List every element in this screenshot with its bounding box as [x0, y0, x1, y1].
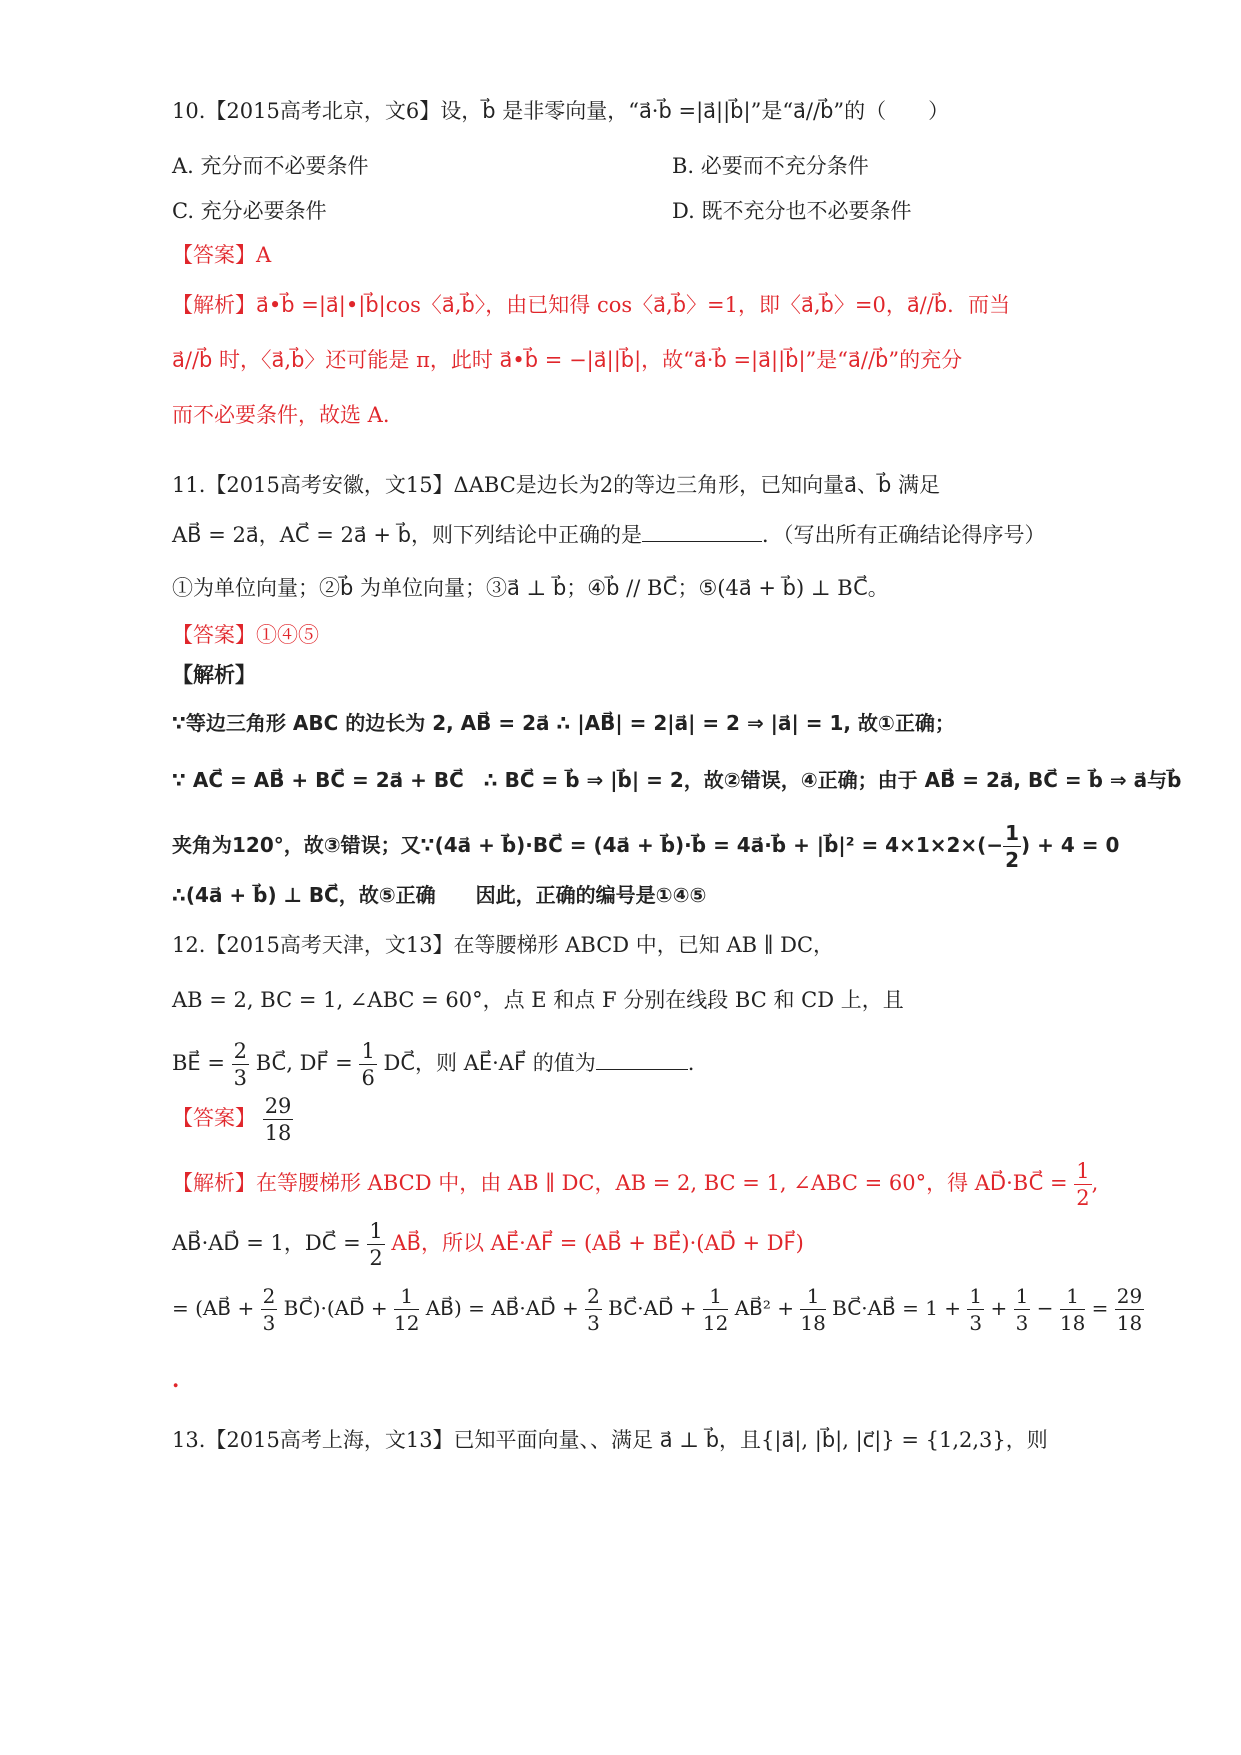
q10-option-d: D. 既不充分也不必要条件 [672, 199, 912, 223]
q10-analysis-text-1: a⃗•b⃗ =|a⃗|•|b⃗|cos〈a⃗,b⃗〉，由已知得 cos〈a⃗,b⃗〉=1，即〈a⃗,b⃗〉=0，a⃗//b⃗．而当 [256, 293, 1011, 317]
q10-analysis-1 [172, 290, 1010, 320]
analysis-tag: 【解析】 [172, 293, 256, 317]
fraction: $\frac{1}{12}$ [702, 1284, 729, 1335]
q11-line-3a: 夹角为120°，故③错误；又∵(4a⃗ + b⃗)·BC⃗ = (4a⃗ + b⃗)·b⃗ = 4a⃗·b⃗ + |b⃗|² = 4×1×2×(− [172, 833, 1004, 857]
q11-analysis-line-1: ∵等边三角形 ABC 的边长为 2, AB⃗ = 2a⃗ ∴ |AB⃗| = 2|a⃗| = 2 ⇒ |a⃗| = 1, 故①正确； [172, 711, 955, 735]
fraction: $\frac{2}{3}$ [587, 1284, 600, 1335]
q11-stem-3: ①为单位向量；②b⃗ 为单位向量；③a⃗ ⊥ b⃗；④b⃗ // BC⃗；⑤(4a⃗ + b⃗) ⊥ BC⃗。 [172, 576, 889, 600]
q11-line-3b: ) + 4 = 0 [1021, 833, 1120, 857]
fraction: $\frac{1}{3}$ [1015, 1284, 1029, 1335]
fraction: $\frac{1}{2}$ [1076, 1159, 1090, 1210]
q10-analysis-3: 而不必要条件，故选 A. [172, 403, 390, 427]
fraction: $\frac{1}{2}$ [1005, 821, 1020, 872]
fraction: $\frac{1}{18}$ [1059, 1284, 1086, 1335]
q11-stem-1: 11.【2015高考安徽，文15】ΔABC是边长为2的等边三角形，已知向量a⃗、b⃗ 满足 [172, 473, 941, 497]
q11-analysis-line-4: ∴(4a⃗ + b⃗) ⊥ BC⃗，故⑤正确 因此，正确的编号是①④⑤ [172, 883, 707, 907]
q12-stem-3: BE⃗ = $\frac{2}{3}$ BC⃗, DF⃗ = $\frac{1}{6}$ DC⃗，则 AE⃗·AF⃗ 的值为 . [172, 1039, 695, 1090]
q10-option-c: C. 充分必要条件 [172, 199, 327, 223]
q10-analysis-2: a⃗//b⃗ 时，〈a⃗,b⃗〉还可能是 π，此时 a⃗•b⃗ = −|a⃗||b⃗|，故“a⃗·b⃗ =|a⃗||b⃗|”是“a⃗//b⃗”的充分 [172, 348, 963, 372]
fraction: $\frac{1}{12}$ [393, 1284, 420, 1335]
q12-answer: $\frac{29}{18}$ [264, 1094, 292, 1145]
q12-analysis-1: 【解析】在等腰梯形 ABCD 中，由 AB ∥ DC，AB = 2, BC = 1, ∠ABC = 60°，得 AD⃗·BC⃗ = $\frac{1}{2}$ , [172, 1159, 1099, 1210]
q11-stem-2 [172, 520, 1046, 550]
fraction: $\frac{2}{3}$ [233, 1039, 248, 1090]
q12-analysis-3: = (AB⃗ + $\frac{2}{3}$ BC⃗)·(AD⃗ + $\frac{1}{12}$ AB⃗) = AB⃗·AD⃗ + $\frac{2}{3}$ BC⃗·AD⃗ + $\frac{1}{12}$ AB⃗² + $\frac{1}{18}$ BC⃗·AB⃗ = 1 + $\frac{1}{3}$ + $\frac{1}{3}$ − $\frac{1}{18}$ = $\frac{29}{18}$ [172, 1284, 1143, 1335]
q10-option-b: B. 必要而不充分条件 [672, 154, 869, 178]
q12-stem-1: 12.【2015高考天津，文13】在等腰梯形 ABCD 中，已知 AB ∥ DC， [172, 933, 835, 957]
answer-blank [642, 521, 762, 542]
q12-stem-2: AB = 2, BC = 1, ∠ABC = 60°，点 E 和点 F 分别在线段 BC 和 CD 上，且 [172, 988, 904, 1012]
q12-trailing-dot: . [172, 1367, 180, 1392]
answer-tag: 【答案】 [172, 243, 256, 267]
fraction: $\frac{1}{2}$ [369, 1219, 383, 1270]
q10-stem: 10.【2015高考北京，文6】设，b⃗ 是非零向量，“a⃗·b⃗ =|a⃗||b⃗|”是“a⃗//b⃗”的（ ） [172, 99, 950, 123]
analysis-tag: 【解析】 [172, 1171, 256, 1195]
q11-analysis-line-2: ∵ AC⃗ = AB⃗ + BC⃗ = 2a⃗ + BC⃗ ∴ BC⃗ = b⃗ ⇒ |b⃗| = 2，故②错误，④正确；由于 AB⃗ = 2a⃗, BC⃗ = b⃗ ⇒ a⃗与b⃗ [172, 768, 1182, 792]
q10-answer-line [172, 240, 271, 270]
fraction: $\frac{1}{18}$ [800, 1284, 826, 1335]
fraction: $\frac{29}{18}$ [1116, 1284, 1143, 1335]
q11-analysis-line-3 [172, 820, 1119, 873]
q11-stem-2a: AB⃗ = 2a⃗，AC⃗ = 2a⃗ + b⃗，则下列结论中正确的是 [172, 523, 643, 547]
q12-answer-line [172, 1090, 293, 1146]
q11-analysis-tag: 【解析】 [172, 662, 256, 687]
fraction: $\frac{2}{3}$ [262, 1284, 276, 1335]
q11-answer: ①④⑤ [256, 623, 319, 647]
q13-stem: 13.【2015高考上海，文13】已知平面向量、、满足 a⃗ ⊥ b⃗，且{|a⃗|, |b⃗|, |c⃗|} = {1,2,3}，则 [172, 1428, 1048, 1452]
answer-tag: 【答案】 [172, 1106, 256, 1130]
q10-option-a: A. 充分而不必要条件 [172, 154, 369, 178]
q11-answer-line [172, 620, 319, 650]
q11-stem-2b: ．（写出所有正确结论得序号） [762, 523, 1046, 547]
answer-blank [596, 1049, 688, 1070]
q10-answer: A [256, 243, 272, 267]
answer-tag: 【答案】 [172, 623, 256, 647]
q12-analysis-2: AB⃗·AD⃗ = 1，DC⃗ = $\frac{1}{2}$ AB⃗，所以 AE⃗·AF⃗ = (AB⃗ + BE⃗)·(AD⃗ + DF⃗) [172, 1219, 804, 1270]
fraction: $\frac{1}{6}$ [361, 1039, 375, 1090]
fraction: $\frac{1}{3}$ [969, 1284, 983, 1335]
